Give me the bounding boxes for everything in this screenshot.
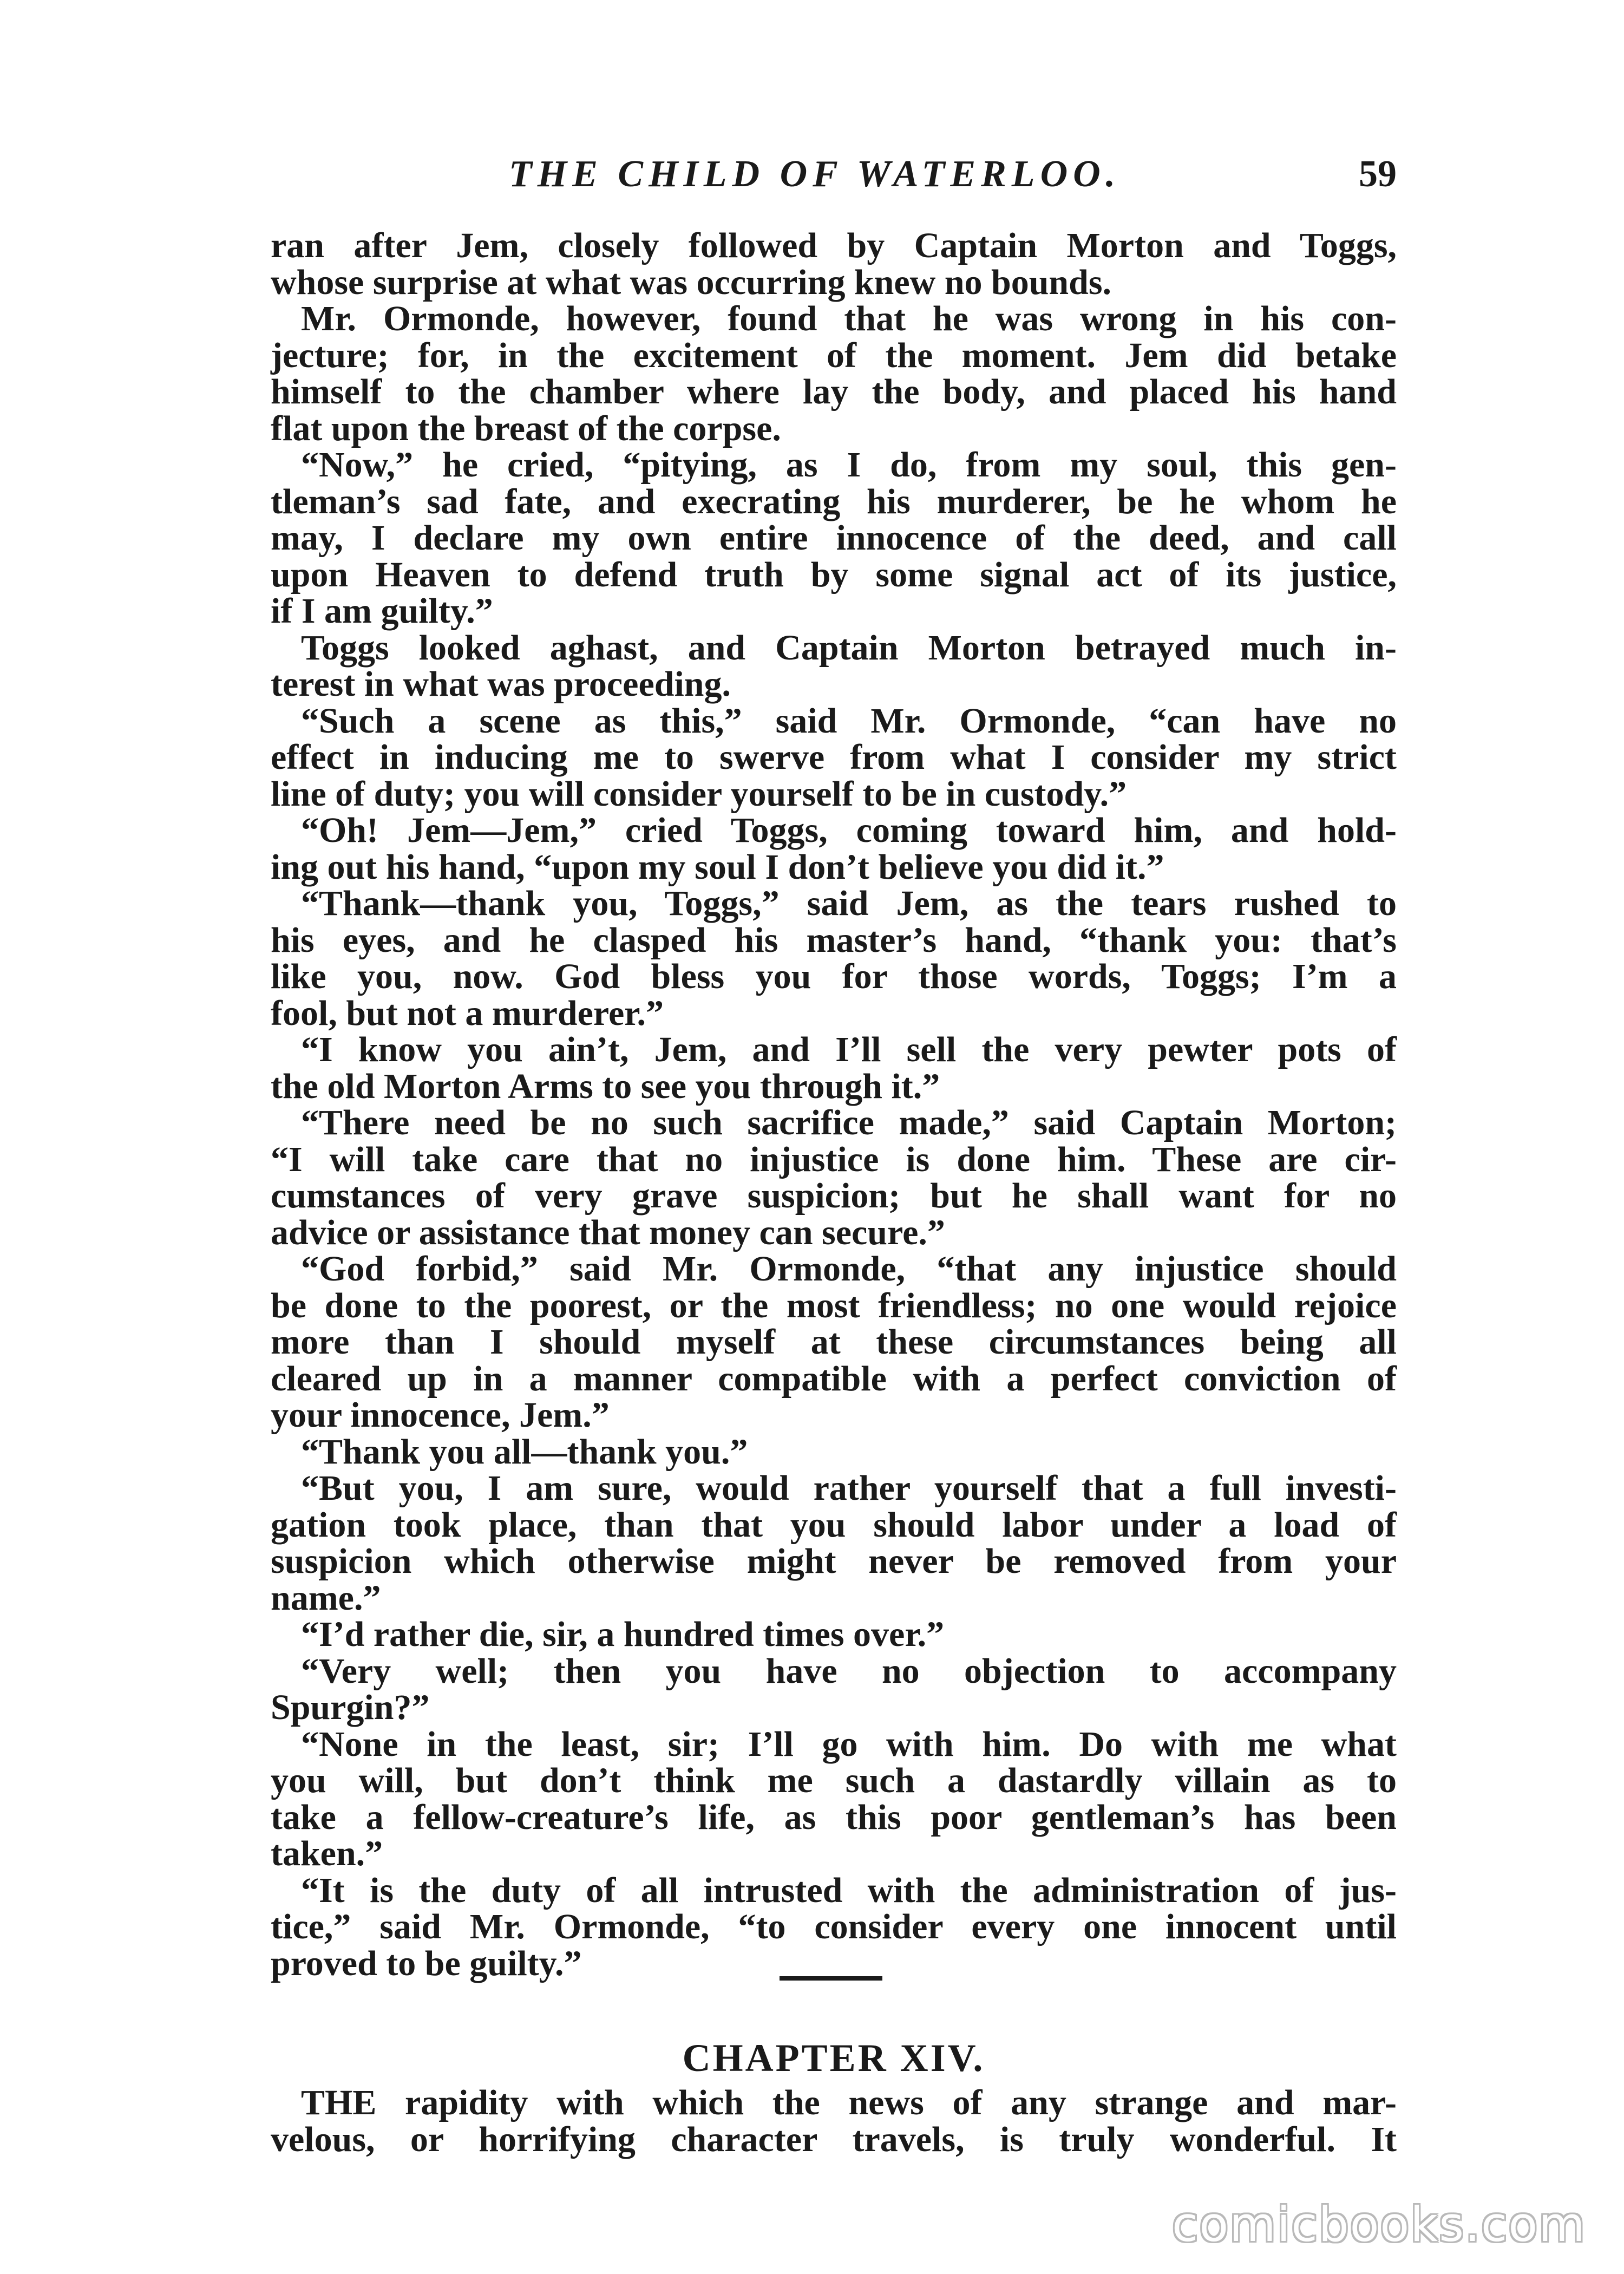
text-line: tleman’s sad fate, and execrating his murderer, be he whom he — [271, 481, 1397, 521]
text-line: Spurgin?” — [271, 1688, 430, 1727]
text-line: himself to the chamber where lay the body, and placed his hand — [271, 372, 1397, 411]
text-line: “I will take care that no injustice is done him. These are cir- — [271, 1139, 1397, 1179]
text-line: terest in what was proceeding. — [271, 664, 731, 704]
text-line: proved to be guilty.” — [271, 1943, 582, 1983]
text-line: suspicion which otherwise might never be removed from your — [271, 1541, 1397, 1581]
text-line: cleared up in a manner compatible with a perfect conviction of — [271, 1358, 1397, 1399]
text-line: “Oh! Jem—Jem,” cried Toggs, coming toward him, and hold- — [301, 811, 1397, 850]
text-line: tice,” said Mr. Ormonde, “to consider every one innocent until — [271, 1907, 1397, 1946]
chapter-heading: CHAPTER XIV. — [682, 2036, 985, 2080]
text-line: “I know you ain’t, Jem, and I’ll sell the very pewter pots of — [301, 1030, 1397, 1069]
text-line: “There need be no such sacrifice made,” said Captain Morton; — [301, 1103, 1397, 1142]
text-line: “I’d rather die, sir, a hundred times over.” — [301, 1615, 945, 1654]
page-number: 59 — [1359, 153, 1397, 195]
text-line: “Now,” he cried, “pitying, as I do, from my soul, this gen- — [301, 445, 1397, 485]
text-line: “Thank you all—thank you.” — [301, 1432, 748, 1472]
text-line: name.” — [271, 1578, 381, 1618]
text-line: velous, or horrifying character travels, is truly wonderful. It — [271, 2119, 1397, 2159]
text-line: “It is the duty of all intrusted with the administration of jus- — [301, 1870, 1397, 1910]
text-line: effect in inducing me to swerve from what I consider my strict — [271, 737, 1397, 777]
text-line: Toggs looked aghast, and Captain Morton betrayed much in- — [301, 628, 1397, 668]
text-line: “Thank—thank you, Toggs,” said Jem, as the tears rushed to — [301, 884, 1397, 923]
chapter-text — [271, 2084, 1397, 2158]
text-line: line of duty; you will consider yourself to be in custody.” — [271, 774, 1127, 814]
watermark: comicbooks.com — [1171, 2197, 1586, 2252]
text-line: gation took place, than that you should labor under a load of — [271, 1505, 1397, 1545]
text-line: ing out his hand, “upon my soul I don’t believe you did it.” — [271, 847, 1164, 887]
text-line: upon Heaven to defend truth by some signal act of its justice, — [271, 554, 1397, 594]
text-line: “None in the least, sir; I’ll go with him. Do with me what — [301, 1724, 1397, 1764]
text-line: the old Morton Arms to see you through it.” — [271, 1066, 940, 1106]
body-text — [271, 227, 1397, 1982]
section-divider — [780, 1976, 882, 1981]
text-line: more than I should myself at these circumstances being all — [271, 1322, 1397, 1362]
text-line: “Such a scene as this,” said Mr. Ormonde, “can have no — [301, 701, 1397, 741]
text-line: you will, but don’t think me such a dastardly villain as to — [271, 1761, 1397, 1800]
text-line: jecture; for, in the excitement of the moment. Jem did betake — [271, 335, 1397, 375]
text-line: your innocence, Jem.” — [271, 1395, 610, 1435]
text-line: “Very well; then you have no objection to accompany — [301, 1651, 1397, 1691]
text-line: may, I declare my own entire innocence of the deed, and call — [271, 518, 1397, 558]
text-line: ran after Jem, closely followed by Captain Morton and Toggs, — [271, 226, 1397, 265]
text-line: advice or assistance that money can secure.” — [271, 1212, 945, 1252]
text-line: be done to the poorest, or the most friendless; no one would rejoice — [271, 1285, 1397, 1325]
text-line: like you, now. God bless you for those words, Toggs; I’m a — [271, 957, 1397, 996]
text-line: cumstances of very grave suspicion; but he shall want for no — [271, 1176, 1397, 1216]
text-line: Mr. Ormonde, however, found that he was wrong in his con- — [301, 299, 1397, 338]
text-line: “God forbid,” said Mr. Ormonde, “that any injustice should — [301, 1249, 1397, 1289]
text-line: taken.” — [271, 1834, 383, 1873]
running-head — [271, 153, 1397, 201]
text-line: “But you, I am sure, would rather yourself that a full investi- — [301, 1468, 1397, 1508]
text-line: his eyes, and he clasped his master’s hand, “thank you: that’s — [271, 920, 1397, 960]
text-line: THE rapidity with which the news of any strange and mar- — [301, 2083, 1397, 2122]
text-line: if I am guilty.” — [271, 591, 493, 631]
text-line: whose surprise at what was occurring knew no bounds. — [271, 262, 1112, 302]
text-line: take a fellow-creature’s life, as this poor gentleman’s has been — [271, 1797, 1397, 1837]
running-title: THE CHILD OF WATERLOO. — [509, 153, 1121, 195]
text-line: flat upon the breast of the corpse. — [271, 408, 781, 448]
text-line: fool, but not a murderer.” — [271, 993, 664, 1033]
